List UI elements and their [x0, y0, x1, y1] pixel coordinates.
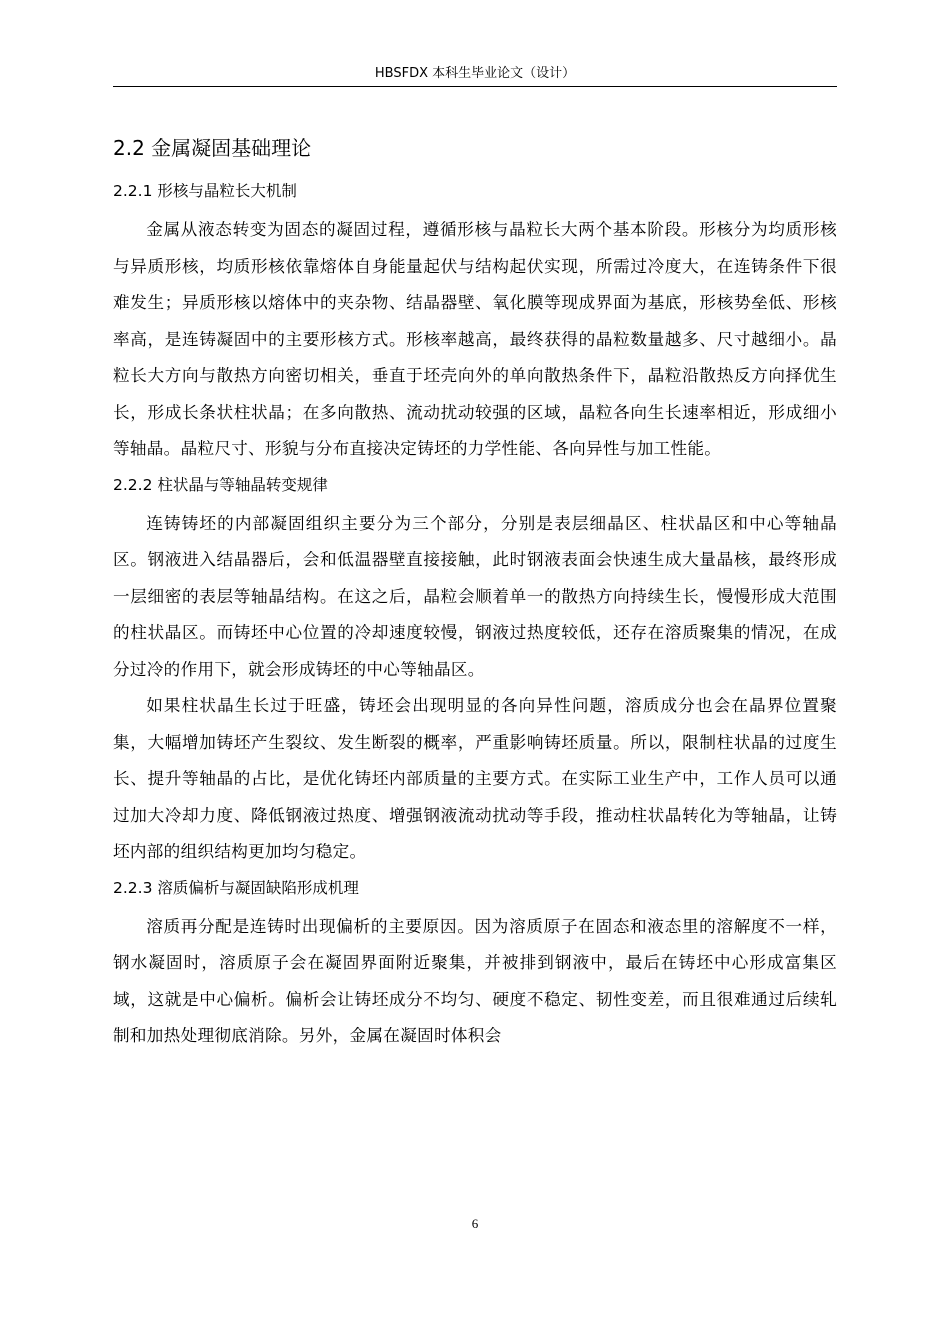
header-title: HBSFDX 本科生毕业论文（设计）	[374, 66, 576, 81]
page-number: 6	[471, 1216, 479, 1231]
subsection-heading-2-2-2: 2.2.2 柱状晶与等轴晶转变规律	[113, 475, 328, 494]
section-heading: 2.2 金属凝固基础理论	[113, 136, 312, 160]
subsection-heading-2-2-1: 2.2.1 形核与晶粒长大机制	[113, 182, 297, 200]
paragraph-2-2-2-b: 如果柱状晶生长过于旺盛，铸坯会出现明显的各向异性问题，溶质成分也会在晶界位置聚集，大幅增加铸坯产生裂纹、发生断裂的概率，严重影响铸坯质量。所以，限制柱状晶的过度生长、提升等轴晶的占比，是优化铸坯内部质量的主要方式。在实际工业生产中，工作人员可以通过加大冷却力度、降低钢液过热度、增强钢液流动扰动等手段，推动柱状晶转化为等轴晶，让铸坯内部的组织结构更加均匀稳定。	[113, 696, 837, 861]
paragraph-2-2-1: 金属从液态转变为固态的凝固过程，遵循形核与晶粒长大两个基本阶段。形核分为均质形核与异质形核，均质形核依靠熔体自身能量起伏与结构起伏实现，所需过冷度大，在连铸条件下很难发生；异质形核以熔体中的夹杂物、结晶器壁、氧化膜等现成界面为基底，形核势垒低、形核率高，是连铸凝固中的主要形核方式。形核率越高，最终获得的晶粒数量越多、尺寸越细小。晶粒长大方向与散热方向密切相关，垂直于坯壳向外的单向散热条件下，晶粒沿散热反方向择优生长，形成长条状柱状晶；在多向散热、流动扰动较强的区域，晶粒各向生长速率相近，形成细小等轴晶。晶粒尺寸、形貌与分布直接决定铸坯的力学性能、各向异性与加工性能。	[113, 220, 837, 458]
paragraph-2-2-3: 溶质再分配是连铸时出现偏析的主要原因。因为溶质原子在固态和液态里的溶解度不一样，钢水凝固时，溶质原子会在凝固界面附近聚集，并被排到钢液中，最后在铸坯中心形成富集区域，这就是中心偏析。偏析会让铸坯成分不均匀、硬度不稳定、韧性变差，而且很难通过后续轧制和加热处理彻底消除。另外，金属在凝固时体积会	[113, 916, 837, 1045]
paragraph-2-2-2-a: 连铸铸坯的内部凝固组织主要分为三个部分，分别是表层细晶区、柱状晶区和中心等轴晶区。钢液进入结晶器后，会和低温器壁直接接触，此时钢液表面会快速生成大量晶核，最终形成一层细密的表层等轴晶结构。在这之后，晶粒会顺着单一的散热方向持续生长，慢慢形成大范围的柱状晶区。而铸坯中心位置的冷却速度较慢，钢液过热度较低，还存在溶质聚集的情况，在成分过冷的作用下，就会形成铸坯的中心等轴晶区。	[113, 513, 837, 679]
page-header	[113, 64, 837, 87]
document-body	[113, 128, 837, 1055]
subsection-heading-2-2-3: 2.2.3 溶质偏析与凝固缺陷形成机理	[113, 878, 359, 897]
